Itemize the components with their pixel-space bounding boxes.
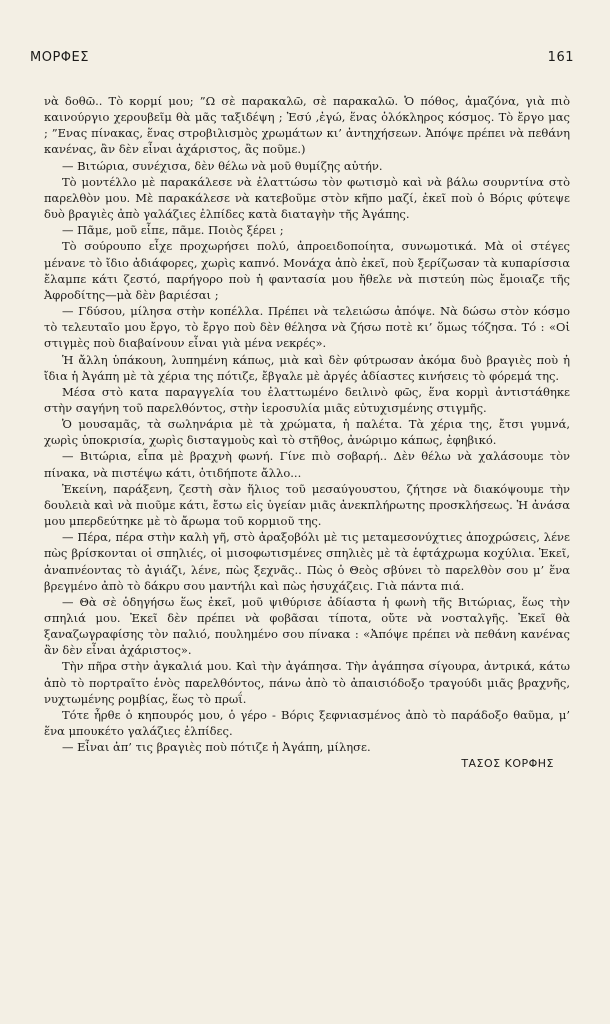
paragraph: Ἡ ἄλλη ὑπάκουη, λυπημένη κάπως, μιὰ καὶ δὲν φύτρωσαν ἀκόμα δυὸ βραγιὲς ποὺ ἡ ἴδια ἡ Ἀγάπη μὲ τὰ χέρια της πότιζε, ἔβγαλε μὲ ἀργές ἀδίαστες κινήσεις τὸ φόρεμά της. bbox=[44, 352, 570, 383]
paragraph: Τότε ἦρθε ὁ κηπουρός μου, ὁ γέρο - Βόρις ξεφνιασμένος ἀπὸ τὸ παράδοξο θαῦμα, μ’ ἕνα μπουκέτο γαλάζιες ἐλπίδες. bbox=[44, 707, 570, 739]
paragraph: — Βιτώρια, εἶπα μὲ βραχνὴ φωνή. Γίνε πιὸ σοβαρή.. Δὲν θέλω νὰ χαλάσουμε τὸν πίνακα, νὰ πιστέψω κάτι, ὁτιδήποτε ἄλλο... bbox=[44, 449, 570, 480]
paragraph: Μέσα στὸ κατα παραγγελία του ἐλαττωμένο δειλινὸ φῶς, ἕνα κορμὶ ἀντιστάθηκε στὴν σαγήνη τοῦ παρελθόντος, στὴν ἱεροσυλία μιᾶς εὐτυχισμένης στιγμῆς. bbox=[44, 384, 570, 415]
paragraph: Ὁ μουσαμᾶς, τὰ σωληνάρια μὲ τὰ χρώματα, ἡ παλέτα. Τὰ χέρια της, ἔτσι γυμνά, χωρὶς ὑποκρισία, χωρὶς δισταγμοὺς καὶ τὸ στῆθος, ἀνώριμο κάπως, ἐφηβικό. bbox=[44, 417, 570, 448]
journal-title: ΜΟΡΦΕΣ bbox=[30, 50, 89, 65]
paragraph: Τὸ σούρουπο εἶχε προχωρήσει πολύ, ἀπροειδοποίητα, συνωμοτικά. Μὰ οἱ στέγες μένανε τὸ ἴδιο ἀδιάφορες, χωρὶς καπνό. Μονάχα ἀπὸ ἐκεῖ, ποὺ ξερίζωσαν τὰ κυπαρίσσια ἔλαμπε κάτι ζεστό, παρήγορο ποὺ ἡ φαντασία μου ἤθελε νὰ πιστεύη πὼς ἔμοιαζε τῆς Ἀφροδίτης—μὰ δὲν βαριέσαι ; bbox=[44, 239, 570, 302]
paragraph: Τὸ μοντέλλο μὲ παρακάλεσε νὰ ἐλαττώσω τὸν φωτισμὸ καὶ νὰ βάλω σουρντίνα στὸ παρελθὸν μου. Μὲ παρακάλεσε νὰ κατεβοῦμε στὸν κῆπο μαζί, ἐκεῖ ποὺ ὁ Βόρις φύτεψε δυὸ βραγιὲς ἀπὸ γαλάζιες ἐλπίδες κατὰ διαταγὴν τῆς Ἀγάπης. bbox=[44, 174, 570, 222]
paragraph: — Πέρα, πέρα στὴν καλὴ γῆ, στὸ ἀραξοβόλι μὲ τις μεταμεσονύχτιες ἀποχρώσεις, λένε πὼς βρίσκονται οἱ σπηλιές, οἱ μισοφωτισμένες σπηλιὲς μὲ τὰ ἑφτάχρωμα κοχύλια. Ἐκεῖ, ἀναπνέοντας τὸ ἀγιάζι, λένε, πὼς ξεχνᾶς.. Πὼς ὁ Θεὸς σβύνει τὸ παρελθὸν σου μ’ ἕνα βρεγμένο ἀπὸ τὸ δάκρυ σου μαντήλι καὶ πὼς ἡσυχάζεις. Γιὰ πάντα πιά. bbox=[44, 530, 570, 593]
article-body bbox=[44, 93, 570, 773]
running-head bbox=[30, 50, 574, 70]
author-signature: ΤΑΣΟΣ ΚΟΡΦΗΣ bbox=[461, 757, 554, 771]
page-number: 161 bbox=[547, 50, 574, 65]
paragraph: Ἐκείνη, παράξενη, ζεστὴ σὰν ἥλιος τοῦ μεσαύγουστου, ζήτησε νὰ διακόψουμε τὴν δουλειὰ καὶ νὰ πιοῦμε κάτι, ἔστω εἰς ὑγείαν μιᾶς ἀνεκπλήρωτης προσκλήσεως. Ἡ ἀνάσα μου μπερδεύτηκε μὲ τὸ ἄρωμα τοῦ κορμιοῦ της. bbox=[44, 481, 570, 529]
paragraph: — Εἶναι ἀπ’ τις βραγιὲς ποὺ πότιζε ἡ Ἀγάπη, μίλησε. bbox=[62, 740, 371, 755]
paragraph: — Πᾶμε, μοῦ εἶπε, πᾶμε. Ποιὸς ξέρει ; bbox=[62, 223, 284, 238]
paragraph: — Βιτώρια, συνέχισα, δὲν θέλω νὰ μοῦ θυμίζης αὐτήν. bbox=[62, 158, 383, 173]
paragraph: — Θὰ σὲ ὁδηγήσω ἕως ἐκεῖ, μοῦ ψιθύρισε ἀδίαστα ἡ φωνὴ τῆς Βιτώριας, ἕως τὴν σπηλιά μου. Ἐκεῖ δὲν πρέπει νὰ φοβᾶσαι τίποτα, οὔτε νὰ νοσταλγῆς. Ἐκεῖ θὰ ξαναζωγραφίσης τὸν παλιό, πουλημένο σου πίνακα : «Ἀπόψε πρέπει νὰ πεθάνη κανένας ἂν δὲν εἶναι ἀχάριστος». bbox=[44, 594, 570, 658]
paragraph: νὰ δοθῶ.. Τὸ κορμί μου; ”Ω σὲ παρακαλῶ, σὲ παρακαλῶ. Ὁ πόθος, ἀμαζόνα, γιὰ πιὸ καινούργιο χερουβεῖμ θὰ μᾶς ταξιδέψη ; Ἐσύ ,ἐγώ, ἕνας ὁλόκληρος κόσμος. Τὸ ἔργο μας ; ”Ενας πίνακας, ἕνας στροβιλισμὸς χρωμάτων κι’ ἀντηχήσεων. Ἀπόψε πρέπει νὰ πεθάνη κανένας, ἂν δὲν εἶναι ἀχάριστος, ἂς ποῦμε.) bbox=[44, 94, 570, 157]
paragraph: Τὴν πῆρα στὴν ἀγκαλιά μου. Καὶ τὴν ἀγάπησα. Τὴν ἀγάπησα σίγουρα, ἀντρικά, κάτω ἀπὸ τὸ πορτραῖτο ἑνὸς παρελθόντος, πάνω ἀπὸ τὸ ἀπαισιόδοξο τραγούδι μιᾶς βραχνῆς, νυχτωμένης ρομβίας, ἕως τὸ πρωΐ. bbox=[44, 659, 570, 706]
paragraph: — Γδύσου, μίλησα στὴν κοπέλλα. Πρέπει νὰ τελειώσω ἀπόψε. Νὰ δώσω στὸν κόσμο τὸ τελευταῖο μου ἔργο, τὸ ἔργο ποὺ δὲν θέλησα νὰ ζήσω ποτὲ κι’ ὅμως τόζησα. Τό : «Οἱ στιγμὲς ποὺ διαβαίνουν εἶναι γιὰ μένα νεκρές». bbox=[44, 304, 570, 351]
